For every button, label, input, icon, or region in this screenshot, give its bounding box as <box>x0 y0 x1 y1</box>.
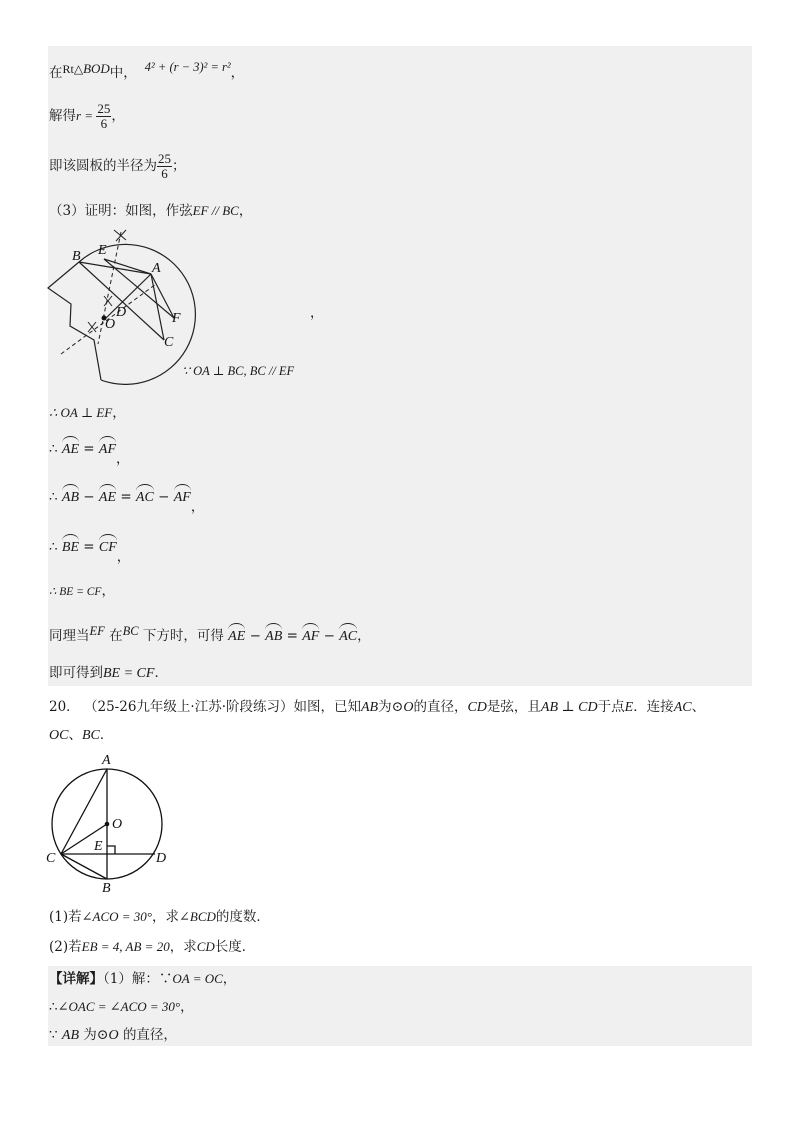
step-7 <box>49 664 168 683</box>
label-d: D <box>156 851 167 866</box>
math-bod: BOD <box>83 61 110 76</box>
step-2 <box>49 440 130 467</box>
math-cond: EB = 4, AB = 20 <box>81 939 170 954</box>
math-cd: CD <box>467 700 487 715</box>
text: 的直径， <box>413 699 468 715</box>
label-o: O <box>112 817 123 832</box>
text: 同理当 <box>49 628 90 644</box>
text: （1）解： <box>103 971 159 987</box>
detail-line-3 <box>49 1026 177 1045</box>
math-expr: ∴ OA ⊥ EF <box>49 405 113 420</box>
right-angle-mark <box>107 846 115 854</box>
arc-ae: AE <box>98 490 117 505</box>
label-d: D <box>116 305 127 320</box>
solution-line-3 <box>49 152 186 181</box>
text: 即该圆板的半径为 <box>49 158 157 174</box>
arc-ac: AC <box>135 490 154 505</box>
figure-1-trailing-comma: ， <box>310 305 324 321</box>
math-expr: OA = OC <box>172 971 223 986</box>
therefore-symbol: ∴ <box>49 489 58 505</box>
text: 的度数． <box>215 909 270 925</box>
text: 于点 <box>597 699 625 715</box>
text: 为 <box>83 1027 97 1043</box>
label-f: F <box>172 311 181 326</box>
question-source: （25-26九年级上·江苏·阶段练习） <box>83 699 294 715</box>
math-ac: AC <box>673 700 692 715</box>
arc-ab: AB <box>61 490 79 505</box>
text: ，求 <box>152 909 179 925</box>
math-expr: ∴ BE = CF <box>49 586 102 598</box>
text: ， <box>101 583 115 599</box>
text: (2)若 <box>49 939 82 955</box>
text: 是弦，且 <box>486 699 541 715</box>
text: ， <box>180 999 194 1015</box>
triangle-symbol: Rt△ <box>62 62 84 76</box>
math-ab: AB <box>361 700 379 715</box>
math-expr: ∠OAC = ∠ACO = 30° <box>57 999 181 1014</box>
text: ． <box>154 665 168 681</box>
math-bc: BC <box>122 624 139 638</box>
solution-line-1 <box>49 58 244 82</box>
arc-ae: AE <box>228 629 246 644</box>
text: ， <box>112 405 126 421</box>
math-ab: AB <box>61 1028 79 1043</box>
label-b: B <box>72 249 81 264</box>
detail-line-2 <box>49 998 194 1016</box>
minus: − <box>158 489 170 505</box>
equals: = <box>286 628 298 644</box>
text: ； <box>172 158 186 174</box>
therefore-symbol: ∴ <box>49 999 58 1015</box>
label-a: A <box>152 261 161 276</box>
equals: = <box>120 489 132 505</box>
math-expr: BE = CF <box>103 666 155 681</box>
step-4 <box>49 538 131 565</box>
because-line: ∵ OA ⊥ BC, BC // EF <box>182 364 295 378</box>
minus: − <box>323 628 335 644</box>
text: 的直径， <box>122 1027 177 1043</box>
text: 在 <box>109 628 123 644</box>
therefore-symbol: ∴ <box>49 539 58 555</box>
text: ， <box>116 549 131 565</box>
text: ， <box>111 108 125 124</box>
question-2 <box>49 938 255 956</box>
math-ef: EF <box>89 624 105 638</box>
label-a: A <box>102 753 111 768</box>
solution-line-2 <box>49 102 125 131</box>
text: 解得 <box>49 108 76 124</box>
segment-ea <box>104 259 151 274</box>
problem-20-stem-line-1 <box>49 698 705 717</box>
text: 即可得到 <box>49 665 103 681</box>
text: 、 <box>691 699 706 715</box>
numerator: 25 <box>97 101 111 116</box>
arc-ae: AE <box>61 442 79 457</box>
arc-be: BE <box>61 540 79 555</box>
center-point-o <box>105 822 110 827</box>
math-oc: OC <box>49 728 69 743</box>
step-6 <box>49 622 371 646</box>
label-o: O <box>105 317 116 332</box>
math-cond: ∠ACO = 30° <box>81 909 152 924</box>
label-c: C <box>46 851 56 866</box>
text: ．连接 <box>633 699 674 715</box>
label-b: B <box>102 881 111 894</box>
math-angle: ∠BCD <box>179 909 216 924</box>
problem-20-stem-line-2 <box>49 726 113 745</box>
math-circle-o: ⊙O <box>391 700 414 715</box>
arc-ac: AC <box>339 629 358 644</box>
numerator: 25 <box>158 151 171 166</box>
text: ， <box>222 971 237 987</box>
denominator: 6 <box>100 116 108 131</box>
text: 长度． <box>214 939 256 955</box>
step-1 <box>49 404 126 422</box>
math-expr: EF // BC <box>192 203 239 218</box>
math-bc: BC <box>81 728 100 743</box>
figure-2-diagram <box>44 752 184 894</box>
minus: − <box>249 628 261 644</box>
label-e: E <box>98 243 107 258</box>
equation: 4² + (r − 3)² = r² <box>144 60 231 74</box>
arc-af: AF <box>173 490 191 505</box>
step-3 <box>49 488 205 515</box>
text: （3）证明：如图，作弦 <box>49 203 193 219</box>
segment-ao <box>106 274 151 318</box>
text: 如图，已知 <box>293 699 361 715</box>
detail-line-1 <box>49 970 236 988</box>
text: ， <box>230 65 245 81</box>
text: 在 <box>49 65 63 81</box>
label-c: C <box>164 335 174 350</box>
equals: = <box>83 441 95 457</box>
math-e: E <box>624 700 634 715</box>
text: ，求 <box>169 939 197 955</box>
text: (1)若 <box>49 909 82 925</box>
figure-1-outline <box>48 262 101 380</box>
step-5 <box>49 582 115 601</box>
text: ， <box>190 499 205 515</box>
because-symbol: ∵ <box>49 1027 58 1043</box>
detail-tag: 【详解】 <box>49 971 103 987</box>
text: 中， <box>109 65 137 81</box>
solution-line-4 <box>49 202 252 220</box>
arc-af: AF <box>98 442 117 457</box>
fraction <box>96 102 111 131</box>
text: ． <box>99 727 114 743</box>
math-perp: AB ⊥ CD <box>540 700 598 715</box>
math-var: r = <box>76 108 97 123</box>
equals: = <box>83 539 95 555</box>
because-symbol: ∵ <box>158 971 173 987</box>
minus: − <box>83 489 95 505</box>
arc-cf: CF <box>98 540 117 555</box>
text: 下方时，可得 <box>142 628 224 644</box>
fraction <box>157 152 172 181</box>
math-cd: CD <box>196 939 215 954</box>
therefore-symbol: ∴ <box>49 441 58 457</box>
text: ， <box>238 203 253 219</box>
text: ， <box>357 628 371 644</box>
segment-af <box>151 274 174 318</box>
segment-bc <box>61 854 107 879</box>
denominator: 6 <box>161 166 168 181</box>
text: ， <box>116 451 130 467</box>
arc-ab: AB <box>265 629 283 644</box>
math-circle-o: ⊙O <box>96 1028 119 1043</box>
text: 、 <box>68 727 82 743</box>
question-1 <box>49 908 270 926</box>
question-number: 20． <box>49 699 80 715</box>
arc-af: AF <box>302 629 320 644</box>
label-e: E <box>94 839 103 854</box>
text: 为 <box>378 699 392 715</box>
